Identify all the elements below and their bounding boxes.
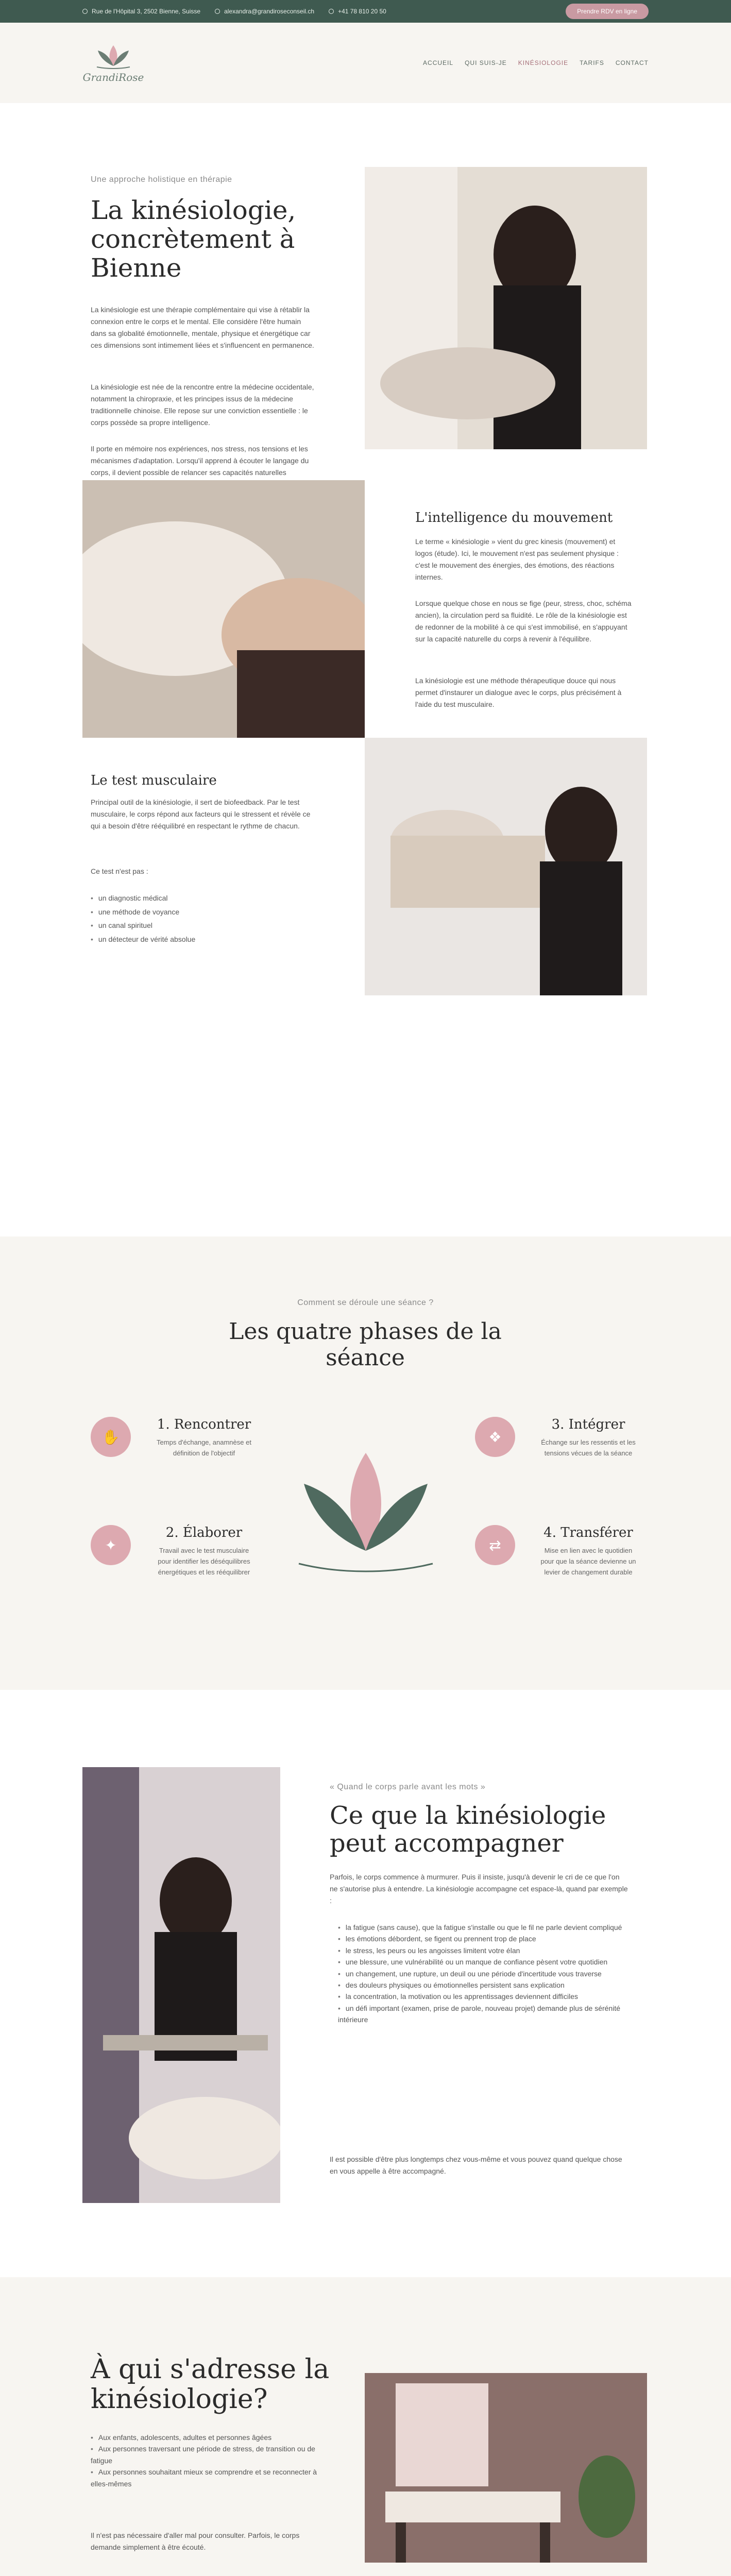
intro-eyebrow: Une approche holistique en thérapie: [91, 175, 232, 184]
phase-rencontrer: [91, 1417, 256, 1459]
session-photo: [82, 480, 365, 738]
logo-text: GrandiRose: [82, 71, 144, 83]
page-title: La kinésiologie, concrètement à Bienne: [91, 195, 296, 283]
list-item: • Aux personnes souhaitant mieux se comprendre et se reconnecter à elles-mêmes: [91, 2466, 317, 2489]
accompany-eyebrow: « Quand le corps parle avant les mots »: [330, 1783, 486, 1791]
location-icon: [82, 9, 88, 14]
phase-title: 2. Élaborer: [165, 1525, 243, 1540]
phase-elaborer: [91, 1525, 256, 1578]
list-item: • la fatigue (sans cause), que la fatigue s'installe ou que le fil ne parle devient compliqué: [338, 1922, 626, 1933]
transfer-icon: ⇄: [475, 1525, 515, 1565]
movement-title: L'intelligence du mouvement: [415, 510, 613, 526]
nav-item-tarifs[interactable]: TARIFS: [580, 59, 604, 66]
logo[interactable]: [82, 42, 144, 83]
accompany-section: [0, 1690, 731, 2277]
list-item: • Aux enfants, adolescents, adultes et personnes âgées: [91, 2432, 317, 2443]
phase-title: 1. Rencontrer: [157, 1417, 251, 1432]
phase-text: Mise en lien avec le quotidien pour que la séance devienne un levier de changement durable: [540, 1547, 636, 1576]
email-link[interactable]: alexandra@grandiroseconseil.ch: [215, 8, 314, 15]
nav-item-accueil[interactable]: ACCUEIL: [423, 59, 454, 66]
nav-item-qui-suis-je[interactable]: QUI SUIS-JE: [465, 59, 507, 66]
list-item: • un diagnostic médical: [91, 891, 195, 905]
phase-text: Temps d'échange, anamnèse et définition de l'objectif: [157, 1438, 251, 1457]
phase-title: 4. Transférer: [543, 1525, 633, 1540]
list-item: • la concentration, la motivation ou les apprentissages deviennent difficiles: [338, 1991, 626, 2002]
muscle-test-title: Le test musculaire: [91, 773, 217, 788]
muscle-test-photo: [365, 738, 647, 995]
therapist-writing-photo: [82, 1767, 280, 2203]
audience-section: [0, 2277, 731, 2576]
list-item: • un canal spirituel: [91, 919, 195, 933]
nav-item-kinesiologie[interactable]: KINÉSIOLOGIE: [518, 59, 569, 66]
therapist-photo: [365, 167, 647, 449]
phase-title: 3. Intégrer: [551, 1417, 625, 1432]
nav-item-contact[interactable]: CONTACT: [615, 59, 649, 66]
main-nav: [423, 59, 649, 66]
treatment-room-photo: [365, 2373, 647, 2563]
integrate-icon: ❖: [475, 1417, 515, 1457]
muscle-test-not: Ce test n'est pas :: [91, 867, 148, 875]
list-item: • un défi important (examen, prise de parole, nouveau projet) demande plus de sérénité intérieure: [338, 2003, 626, 2026]
phase-text: Échange sur les ressentis et les tensions vécues de la séance: [541, 1438, 636, 1457]
phases-title: Les quatre phases de la séance: [229, 1318, 502, 1371]
intro-section: [0, 103, 731, 1236]
intro-paragraph-1: La kinésiologie est une thérapie complémentaire qui vise à rétablir la connexion entre le corps et le mental. Elle considère l'être humain dans sa globalité émotionnelle, mentale, physique et énergétique car ces dimensions sont intimement liées et s'influencent en permanence.: [91, 306, 314, 350]
audience-list: [91, 2432, 317, 2489]
phases-section: [0, 1236, 731, 1690]
accompany-list: [338, 1922, 626, 2026]
audience-note: Il n'est pas nécessaire d'aller mal pour consulter. Parfois, le corps demande simplement à être écouté.: [91, 2531, 300, 2552]
accompany-paragraph-1: Parfois, le corps commence à murmurer. Puis il insiste, jusqu'à devenir le cri de ce que l'on ne s'autorise plus à entendre. La kinésiologie accompagne cet espace-là, quand par exemple :: [330, 1873, 628, 1905]
intro-paragraph-2: La kinésiologie est née de la rencontre entre la médecine occidentale, notamment la chiropraxie, et les principes issus de la médecine traditionnelle chinoise. Elle repose sur une conviction essentielle : le corps possède sa propre intelligence.: [91, 383, 314, 427]
movement-paragraph-1: Le terme « kinésiologie » vient du grec kinesis (mouvement) et logos (étude). Ici, le mouvement n'est pas seulement physique : c'est le mouvement des énergies, des émotions, des réactions internes.: [415, 537, 619, 582]
hand-icon: ✦: [91, 1525, 131, 1565]
movement-paragraph-2: Lorsque quelque chose en nous se fige (peur, stress, choc, schéma ancien), la circulation perd sa fluidité. Le rôle de la kinésiologie est de redonner de la mobilité à ce qui s'est immobilisé, en s'appuyant sur la capacité naturelle du corps à revenir à l'équilibre.: [415, 599, 632, 643]
accompany-title: Ce que la kinésiologie peut accompagner: [330, 1801, 606, 1858]
phone-link[interactable]: +41 78 810 20 50: [329, 8, 386, 15]
movement-paragraph-3: La kinésiologie est une méthode thérapeutique douce qui nous permet d'instaurer un dialogue avec le corps, plus précisément à l'aide du test musculaire.: [415, 676, 622, 709]
mail-icon: [215, 9, 220, 14]
address-info: Rue de l'Hôpital 3, 2502 Bienne, Suisse: [82, 8, 200, 15]
phase-transferer: [475, 1525, 640, 1578]
list-item: • un changement, une rupture, un deuil ou une période d'incertitude vous traverse: [338, 1968, 626, 1979]
list-item: • le stress, les peurs ou les angoisses limitent votre élan: [338, 1945, 626, 1956]
phase-text: Travail avec le test musculaire pour identifier les déséquilibres énergétiques et les rééquilibrer: [158, 1547, 250, 1576]
list-item: • un détecteur de vérité absolue: [91, 933, 195, 946]
book-appointment-button[interactable]: Prendre RDV en ligne: [566, 4, 649, 19]
list-item: • les émotions débordent, se figent ou prennent trop de place: [338, 1933, 626, 1944]
handshake-icon: ✋: [91, 1417, 131, 1457]
lotus-logo-icon: [93, 42, 134, 69]
list-item: • Aux personnes traversant une période de stress, de transition ou de fatigue: [91, 2443, 317, 2466]
list-item: • des douleurs physiques ou émotionnelles persistent sans explication: [338, 1979, 626, 1991]
muscle-test-list: [91, 891, 195, 946]
phone-icon: [329, 9, 334, 14]
site-header: [0, 23, 731, 103]
accompany-paragraph-2: Il est possible d'être plus longtemps chez vous-même et vous pouvez quand quelque chose en vous appelle à être accompagné.: [330, 2155, 622, 2176]
top-bar: [0, 0, 731, 23]
list-item: • une blessure, une vulnérabilité ou un manque de confiance pèsent votre quotidien: [338, 1956, 626, 1968]
list-item: • une méthode de voyance: [91, 905, 195, 919]
muscle-test-paragraph: Principal outil de la kinésiologie, il sert de biofeedback. Par le test musculaire, le corps répond aux facteurs qui le stressent et révèle ce qui a besoin d'être rééquilibré en respectant le rythme de chacun.: [91, 798, 311, 831]
intro-paragraph-3: Il porte en mémoire nos expériences, nos stress, nos tensions et les mécanismes d'adaptation. Lorsqu'il apprend à écouter le langage du corps, il devient possible de relancer ses capacités naturelles: [91, 445, 309, 477]
phase-integrer: [475, 1417, 640, 1459]
lotus-icon: [288, 1443, 443, 1577]
audience-title: À qui s'adresse la kinésiologie?: [91, 2354, 330, 2415]
phases-eyebrow: Comment se déroule une séance ?: [297, 1298, 434, 1307]
